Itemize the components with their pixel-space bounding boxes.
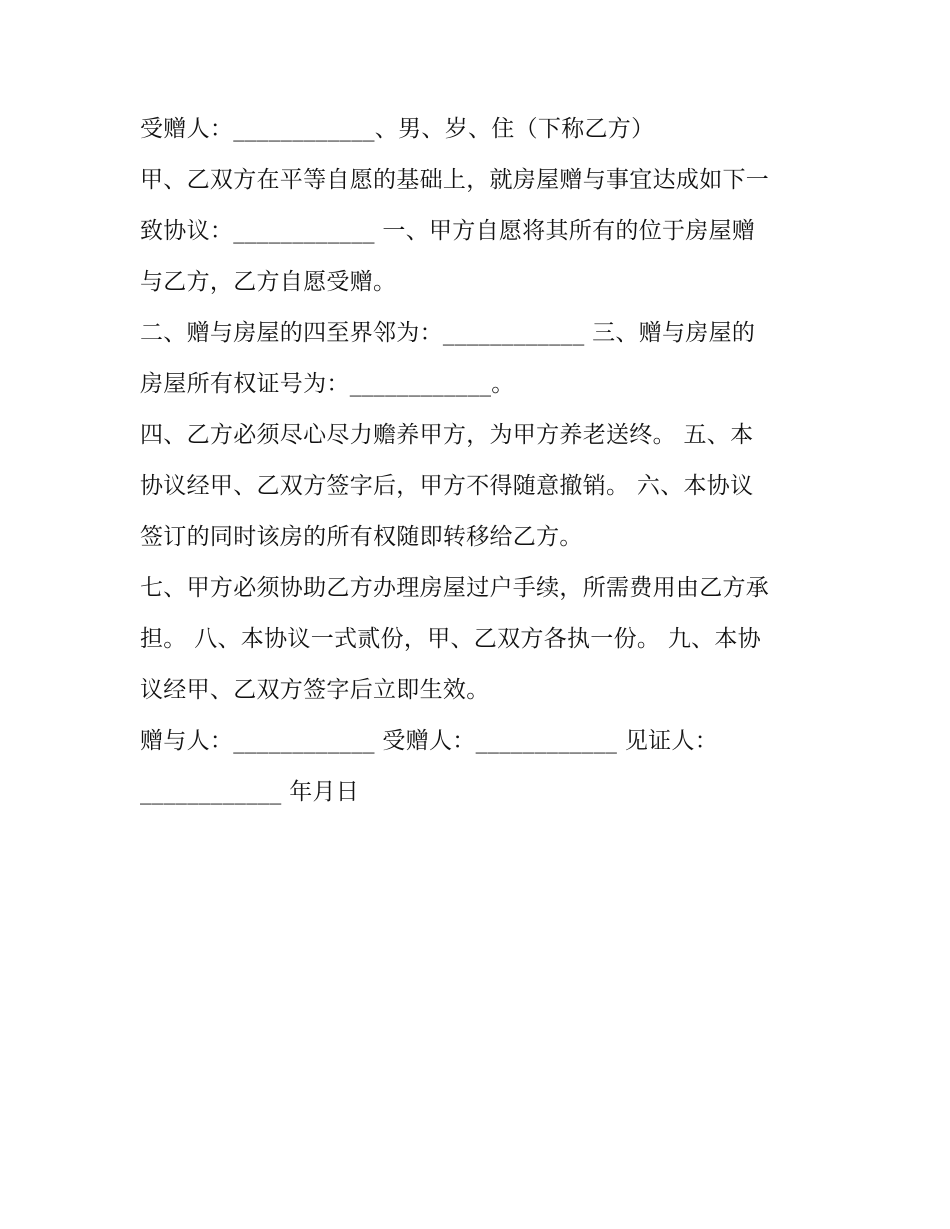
agreement-clause-three-line: 房屋所有权证号为：____________。 (140, 371, 515, 397)
agreement-clause-two-line: 二、赠与房屋的四至界邻为：____________ 三、赠与房屋的 (140, 320, 756, 346)
agreement-clause-six-line: 签订的同时该房的所有权随即转移给乙方。 (140, 524, 583, 550)
signature-line: 赠与人：____________ 受赠人：____________ 见证人： (140, 728, 719, 754)
agreement-clause-nine-line: 议经甲、乙双方签字后立即生效。 (140, 677, 490, 703)
document-page (140, 104, 820, 818)
agreement-clause-four-line: 四、乙方必须尽心尽力赡养甲方，为甲方养老送终。 五、本 (140, 422, 754, 448)
agreement-intro-line: 甲、乙双方在平等自愿的基础上，就房屋赠与事宜达成如下一 (140, 167, 770, 193)
agreement-clause-one-cont-line: 与乙方，乙方自愿受赠。 (140, 269, 397, 295)
agreement-clause-seven-line: 七、甲方必须协助乙方办理房屋过户手续，所需费用由乙方承 (140, 575, 770, 601)
agreement-clause-five-line: 协议经甲、乙双方签字后，甲方不得随意撤销。 六、本协议 (140, 473, 754, 499)
date-line: ____________ 年月日 (140, 779, 360, 805)
recipient-line: 受赠人：____________、男、岁、住（下称乙方） (140, 116, 655, 142)
agreement-clause-eight-line: 担。 八、本协议一式贰份，甲、乙双方各执一份。 九、本协 (140, 626, 762, 652)
agreement-clause-one-line: 致协议：____________ 一、甲方自愿将其所有的位于房屋赠 (140, 218, 756, 244)
